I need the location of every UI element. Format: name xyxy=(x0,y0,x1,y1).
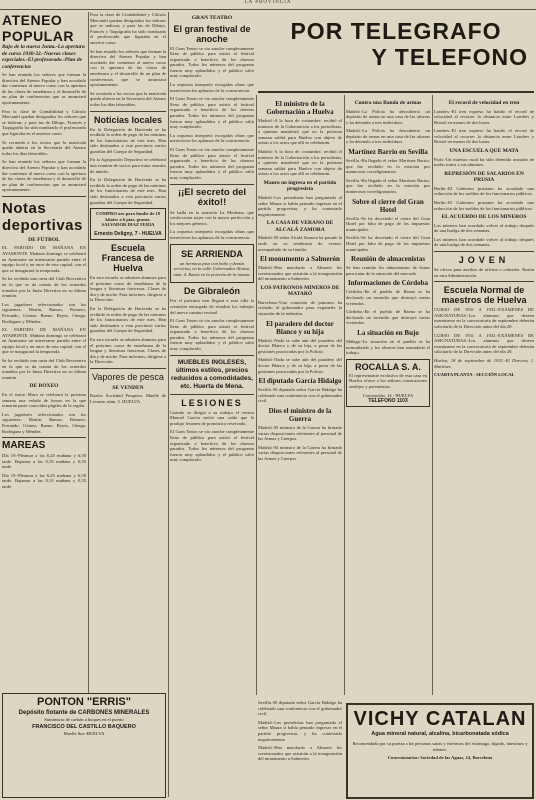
fishing-text: Razón: Sociedad Pesquera. Muelle de Levante, núm. 5. HUELVA. xyxy=(90,393,166,404)
rent-ad xyxy=(170,244,254,284)
column-rule xyxy=(256,95,257,695)
separator xyxy=(434,251,534,252)
injuries-text: El Gran Teatro se vio anoche completamente lleno de público para asistir al festival organizado a beneficio de los obreros parados. Todos los números del programa fueron muy aplaudidos y el público salió muy complacido. xyxy=(170,429,254,463)
news-text: Madrid.-Los periodistas han preguntado al señor Maura si había pensado ingresar en el partido progresista, y ha contestado negativamente. xyxy=(258,719,342,742)
news-text: Madrid.-Nada se sabe aún del paradero del doctor Blanco y de su hija, a pesar de las gestiones practicadas por la Policía. xyxy=(258,357,342,374)
news-text: Londres.-El tren expreso ha batido el record de velocidad al recorrer la distancia entre Londres y Bristol en menos de dos horas. xyxy=(434,108,534,125)
ad-line: Muelle Sur.-HUELVA xyxy=(63,730,105,736)
ateneo-text: Se recuerda a los socios que la matrícula queda abierta en la Secretaría del Ateneo todos los días laborables. xyxy=(90,90,166,107)
ponton-erris-ad xyxy=(2,693,166,798)
boxing-text: En el teatro Mora se celebrará la próxima semana una velada de boxeo en la que tomarán parte conocidos púgiles de la región. xyxy=(2,391,86,409)
news-text: Sevilla.-Ha llegado el señor Martínez Barrio, que fue recibido en la estación por numerosos correligionarios. xyxy=(346,177,430,195)
ateneo-text: Para la clase de Contabilidad y Cálculo Mercantil quedan designados los señores que se indican; y para las de Dibujo, Francés y Taquigrafía ha sido nombrado el profesorado que figuraba en el anterior curso. xyxy=(2,108,86,136)
gibraleon-headline: De Gibraleón xyxy=(183,286,240,297)
fishing-headline: Vapores de pesca xyxy=(92,371,164,382)
news-headline: LA CASA DE VERANO DE ALCALÁ ZAMORA xyxy=(266,220,334,233)
ad-title: ROCALLA S. A. xyxy=(355,361,421,372)
furniture-ad: MUEBLES INGLESES, últimos estilos, precios reducidos a comodidades, etc. Huerta de Mena. xyxy=(171,358,253,390)
ad-address: Concepción, 14 - HUELVA xyxy=(362,392,414,398)
theater-text: El Gran Teatro se vio anoche completamente lleno de público para asistir al festival organizado a beneficio de los obreros parados. Todos los números del programa fueron muy aplaudidos y el público salió muy complacido. xyxy=(170,96,254,130)
separator xyxy=(434,281,534,282)
news-headline: El paradero del doctor Blanco y su hija xyxy=(266,319,334,336)
normal-school-signature: Huelva, 18 de septiembre de 1931.-El Director, J. Martínez. xyxy=(434,357,534,369)
column-2 xyxy=(90,12,166,687)
news-text: Sevilla.-El diputado señor García Hidalgo ha celebrado una conferencia con el gobernador civil. xyxy=(258,387,342,404)
theater-text: La orquesta interpretó escogidas obras que merecieron los aplausos de la concurrencia. xyxy=(170,82,254,93)
news-text: Madrid.-El señor Alcalá Zamora ha pasado la tarde en su residencia de verano, acompañado de su familia. xyxy=(258,235,342,252)
news-headline: EL ACUERDO DE LOS MINEROS xyxy=(441,214,527,221)
news-headline: Dios el ministro de la Guerra xyxy=(268,407,332,423)
ad-line: Depósito flotante de CARBONES MINERALES xyxy=(18,710,150,716)
boxing-text: Los jugadores seleccionados son los siguientes: Martin, Ramos, Romero, Ferrando, Gómez, Bueno, Reyes, Ortega, Rodríguez y Méndez. xyxy=(2,411,86,434)
ateneo-headline: ATENEO POPULAR xyxy=(2,12,74,44)
tides-headline: MAREAS xyxy=(2,440,46,452)
news-text: Sevilla.-El diputado señor García Hidalgo ha celebrado una conferencia con el gobernador civil. xyxy=(258,700,342,717)
news-headline: LOS PATRONOS MINEROS DE MATARÓ xyxy=(260,284,340,298)
theater-label: GRAN TEATRO xyxy=(191,15,233,21)
separator xyxy=(90,111,166,112)
column-4-bottom xyxy=(258,700,342,796)
local-news-text: En la Delegación de Hacienda se ha recibido la orden de pago de las nóminas de los funcionarios de este mes. Han sido destinados a esta provincia varios guardias del Cuerpo de Seguridad. xyxy=(90,177,166,205)
news-headline: La situación en Bujo xyxy=(357,328,419,337)
normal-school-text: CURSO DE 1931 A 1932.-EXÁMENES DE ASIGNATURAS.-Los alumnos que deseen examinarse en la convocatoria de septiembre deberán solicitarlo de la Dirección antes del día 20. xyxy=(434,307,534,329)
fishing-subhead: SE VENDEN xyxy=(112,384,144,391)
separator xyxy=(170,355,254,356)
news-headline: El ministro de la Gobernación a Huelva xyxy=(266,100,334,116)
ateneo-text: Se han reunido los señores que forman la directiva del Ateneo Popular y han acordado dar comienzo al nuevo curso con la apertura de las clases de enseñanza y el desarrollo de un plan de conferencias que se anunciará oportunamente. xyxy=(2,72,86,105)
news-text: Sevilla.-Ha llegado el señor Martínez Barrio, que fue recibido en la estación por numerosos correligionarios. xyxy=(346,158,430,175)
sports-text: EL PARTIDO DE MAÑANA EN AYAMONTE. Mañana domingo se celebrará en Ayamonte un interesante partido entre el equipo local y un once de esta capital, con el que se inaugurará la temporada. xyxy=(2,245,86,273)
news-text: Málaga.-La situación en el pueblo se ha normalizado y los obreros han reanudado el trabajo. xyxy=(346,338,430,356)
sports-text: Se ha recibido una carta del Club Recreativo en la que se da cuenta de los acuerdos tomados por la Junta Directiva en su última reunión. xyxy=(2,276,86,299)
sports-subhead: DE FÚTBOL xyxy=(28,236,60,243)
news-text: Madrid.-Los periodistas han preguntado al señor Maura si había pensado ingresar en el partido progresista, y ha contestado negativamente. xyxy=(258,194,342,217)
gold-ad-address: Ernesto Deligny, 7 - HUELVA xyxy=(94,231,162,237)
news-headline: Reunión de almacenistas xyxy=(351,255,425,264)
local-news-headline: Noticias locales xyxy=(93,114,163,125)
injuries-text: Cuando se dirigía a su trabajo el vecino Manuel García sufrió una caída que le produjo lesiones de pronóstico reservado. xyxy=(170,409,254,426)
ad-text: El representante exclusivo de esta casa en Huelva ofrece a los señores constructores azulejos y pavimentos. xyxy=(349,372,427,389)
news-text: Madrid.-La Policía ha descubierto un depósito de armas en una casa de las afueras y ha detenido a tres individuos. xyxy=(346,128,430,145)
column-rule xyxy=(344,95,345,695)
telegraph-banner xyxy=(258,18,534,93)
vichy-title: VICHY CATALAN xyxy=(353,708,527,730)
school-text: En esta escuela se admiten alumnos para el próximo curso de enseñanza de la lengua y literatura francesas. Clases de día y de noche. Para informes, dirigirse a la Dirección. xyxy=(90,336,166,365)
sports-text: Se ha recibido una carta del Club Recreativo en la que se da cuenta de los acuerdos tomados por la Junta Directiva en su última reunión. xyxy=(2,358,86,380)
column-1 xyxy=(2,12,86,797)
column-rule xyxy=(432,95,433,695)
vichy-line: Recomendada por su pureza a las personas sanas y enfermos del estómago, hígado, intestinos y riñones. xyxy=(352,741,528,752)
injuries-headline: LESIONES xyxy=(181,397,243,408)
banner-line-1: POR TELEGRAFO xyxy=(290,18,502,44)
joven-headline: JOVEN xyxy=(458,255,510,265)
news-text: Los mineros han acordado volver al trabajo después de una huelga de dos semanas. xyxy=(434,236,534,248)
news-headline: REPRESIÓN DE SALARIOS EN PRUSIA xyxy=(444,170,524,184)
rent-headline: SE ARRIENDA xyxy=(181,248,243,259)
news-text: Madrid.-Nada se sabe aún del paradero del doctor Blanco y de su hija, a pesar de las gestiones practicadas por la Policía. xyxy=(258,337,342,354)
column-5 xyxy=(346,97,430,697)
school-text: En esta escuela se admiten alumnos para el próximo curso de enseñanza de la lengua y literatura francesas. Clases de día y de noche. Para informes, dirigirse a la Dirección. xyxy=(90,275,166,303)
ad-phone: TELEFONO 1103 xyxy=(368,398,408,405)
news-headline: UNA ESCUELA QUE MATA xyxy=(449,148,519,155)
news-text: Se han reunido los almacenistas de frutos para tratar de la situación del mercado. xyxy=(346,265,430,276)
ateneo-subtitle: Bajo de la nueva Junta.-La apertura de curso 1930-32.-Nuevas clases especiales.-El profesorado.-Plan de conferencias xyxy=(2,44,85,70)
sports-text: EL PARTIDO DE MAÑANA EN AYAMONTE. Mañana domingo se celebrará en Ayamonte un interesante partido entre el equipo local y un once de esta capital, con el que se inaugurará la temporada. xyxy=(2,327,86,355)
ad-line: FRANCISCO DEL CASTILLO BAQUERO xyxy=(32,723,136,730)
separator xyxy=(170,394,254,395)
news-text: Madrid.-Han marchado a Almería los comisionados que asistirán a la inauguración del monumento a Salmerón. xyxy=(258,265,342,282)
separator xyxy=(2,437,86,438)
ateneo-text: Se recuerda a los socios que la matrícula queda abierta en la Secretaría del Ateneo todos los días laborables. xyxy=(2,139,86,156)
tides-text: Día 19.-Pleamar a las 6,25 mañana y 6,50 tarde. Bajamar a las 0,10 mañana y 0,35 tarde. xyxy=(2,472,86,490)
news-headline: Mauro no ingresa en el partido progresista xyxy=(263,179,337,193)
news-text: Madrid.-El ministro de la Guerra ha firmado varias disposiciones referentes al personal de las Armas y Cuerpos. xyxy=(258,425,342,442)
news-text: Madrid.-A la hora de costumbre, recibió el ministro de la Gobernación a los periodistas, a quienes manifestó que en la próxima semana saldrá para Huelva con objeto de asistir a los actos que allí se celebrarán. xyxy=(258,148,342,177)
news-headline: El diputado García Hidalgo xyxy=(258,377,342,386)
news-text: Berlín.-El Gobierno prusiano ha acordado una reducción de los sueldos de los funcionarios públicos. xyxy=(434,199,534,211)
news-headline: El monumento a Salmerón xyxy=(260,255,340,264)
vichy-line: Agua mineral natural, alcalina, bicarbonatada sódica xyxy=(371,731,509,737)
success-text: La orquesta interpretó escogidas obras que merecieron los aplausos de la concurrencia. xyxy=(170,229,254,240)
news-text: Berlín.-El Gobierno prusiano ha acordado una reducción de los sueldos de los funcionarios públicos. xyxy=(434,185,534,197)
theater-text: La orquesta interpretó escogidas obras que merecieron los aplausos de la concurrencia. xyxy=(170,132,254,144)
news-text: Sevilla.-Se ha decretado el cierre del Gran Hotel por falta de pago de los impuestos municipales. xyxy=(346,215,430,232)
news-text: Barcelona.-Una comisión de patronos ha visitado al gobernador para exponerle la situación de la industria. xyxy=(258,299,342,317)
rent-text: un hermoso piso con baño y demás servicios, en la calle Gobernador Alonso, núm. 4. Razón en la portería de la misma. xyxy=(173,260,251,277)
banner-line-2: Y TELEFONO xyxy=(371,44,528,70)
news-text: Córdoba.-En el pueblo de Baena se ha declarado un incendio que destruyó varias viviendas. xyxy=(346,309,430,326)
local-news-text: En la Delegación de Hacienda se ha recibido la orden de pago de las nóminas de los funcionarios de este mes. Han sido destinados a esta provincia varios guardias del Cuerpo de Seguridad. xyxy=(90,126,166,154)
ad-line: Suministro de carbón a buques en el puerto xyxy=(44,717,124,722)
vichy-line: Concesionarios: Sociedad de las Aguas, 14, Barcelona xyxy=(387,755,493,761)
sports-headline: Notas deportivas xyxy=(2,199,83,234)
separator xyxy=(170,184,254,185)
news-text: Madrid.-La Policía ha descubierto un depósito de armas en una casa de las afueras y ha detenido a tres individuos. xyxy=(346,108,430,125)
theater-text: El Gran Teatro se vio anoche completamente lleno de público para asistir al festival organizado a beneficio de los obreros parados. Todos los números del programa fueron muy aplaudidos y el público salió muy complacido. xyxy=(170,147,254,180)
news-text: Sevilla.-Se ha decretado el cierre del Gran Hotel por falta de pago de los impuestos municipales. xyxy=(346,235,430,252)
normal-school-footer: CUARTA PLANTA - SECCIÓN LOCAL xyxy=(434,372,515,378)
theater-text: El Gran Teatro se vio anoche completamente lleno de público para asistir al festival organizado a beneficio de los obreros parados. Todos los números del programa fueron muy aplaudidos y el público salió muy complacido. xyxy=(170,45,254,79)
theater-headline: El gran festival de anoche xyxy=(173,23,251,44)
school-headline: Escuela Francesa de Huelva xyxy=(101,243,155,273)
column-rule xyxy=(88,12,89,797)
gold-ad xyxy=(90,208,166,240)
ad-title: PONTON "ERRIS" xyxy=(37,696,131,708)
normal-school-text: CURSO DE 1931 A 1932.-EXÁMENES DE ASIGNATURAS.-Los alumnos que deseen examinarse en la convocatoria de septiembre deberán solicitarlo de la Dirección antes del día 20. xyxy=(434,332,534,355)
news-headline: Contra una Banda de armas xyxy=(354,100,422,106)
column-3 xyxy=(170,12,254,797)
success-headline: ¡¡El secreto del éxito!! xyxy=(177,186,247,208)
news-text: París.-Un maestro rural ha sido detenido acusado de malos tratos a sus alumnos. xyxy=(434,156,534,168)
news-headline: Informaciones de Córdoba xyxy=(347,279,429,288)
running-title: LA PROVINCIA xyxy=(0,0,536,10)
gold-ad-text: COMPRO oro para fundir de 18 kilates a 6 ptas. gramo. SALVADOR DIAZ FERIA xyxy=(95,211,161,228)
news-text: Londres.-El tren expreso ha batido el record de velocidad al recorrer la distancia entre Londres y Bristol en menos de dos horas. xyxy=(434,128,534,145)
separator xyxy=(2,196,86,197)
news-text: Madrid.-Han marchado a Almería los comisionados que asistirán a la inauguración del monumento a Salmerón. xyxy=(258,745,342,762)
news-text: Los mineros han acordado volver al trabajo después de una huelga de dos semanas. xyxy=(434,222,534,234)
news-headline: Martínez Barrio en Sevilla xyxy=(348,148,428,157)
joven-text: Se ofrece para auxiliar de oficina o cobrador. Razón en esta Administración. xyxy=(434,267,534,278)
news-text: Madrid.-A la hora de costumbre, recibió el ministro de la Gobernación a los periodistas, a quienes manifestó que en la próxima semana saldrá para Huelva con objeto de asistir a los actos que allí se celebrarán. xyxy=(258,118,342,146)
ateneo-text: Se han reunido los señores que forman la directiva del Ateneo Popular y han acordado dar comienzo al nuevo curso con la apertura de las clases de enseñanza y el desarrollo de un plan de conferencias que se anunciará oportunamente. xyxy=(2,159,86,193)
boxing-subhead: DE BOXEO xyxy=(29,383,59,390)
success-text: Se halla en la sastrería La Moderna, que confecciona trajes con la mayor perfección y los mejores géneros. xyxy=(170,209,254,226)
column-rule xyxy=(168,12,169,797)
gibraleon-text: Por el próximo tren llegará a esta villa la comisión encargada de estudiar los trabajos del nuevo camino vecinal. xyxy=(170,298,254,315)
normal-school-headline: Escuela Normal de maestros de Huelva xyxy=(441,285,527,306)
separator xyxy=(90,368,166,369)
vichy-catalan-ad xyxy=(346,703,534,799)
rocalla-ad xyxy=(346,359,430,407)
news-headline: El record de velocidad en tren xyxy=(448,100,520,106)
column-6 xyxy=(434,97,534,697)
column-4 xyxy=(258,97,342,697)
news-text: Madrid.-El ministro de la Guerra ha firmado varias disposiciones referentes al personal de las Armas y Cuerpos. xyxy=(258,444,342,461)
ateneo-text: Para la clase de Contabilidad y Cálculo Mercantil quedan designados los señores que se indican; y para las de Dibujo, Francés y Taquigrafía ha sido nombrado el profesorado que figuraba en el anterior curso. xyxy=(90,12,166,45)
ateneo-text: Se han reunido los señores que forman la directiva del Ateneo Popular y han acordado dar comienzo al nuevo curso con la apertura de las clases de enseñanza y el desarrollo de un plan de conferencias que se anunciará oportunamente. xyxy=(90,48,166,88)
news-text: Córdoba.-En el pueblo de Baena se ha declarado un incendio que destruyó varias viviendas. xyxy=(346,289,430,306)
school-text: En la Delegación de Hacienda se ha recibido la orden de pago de las nóminas de los funcionarios de este mes. Han sido destinados a esta provincia varios guardias del Cuerpo de Seguridad. xyxy=(90,305,166,334)
news-headline: Sobre el cierre del Gran Hotel xyxy=(352,197,424,214)
sports-text: Los jugadores seleccionados son los siguientes: Martin, Ramos, Romero, Ferrando, Gómez, Bueno, Reyes, Ortega, Rodríguez y Méndez. xyxy=(2,301,86,324)
tides-text: Día 19.-Pleamar a las 6,25 mañana y 6,50 tarde. Bajamar a las 0,10 mañana y 0,35 tarde. xyxy=(2,453,86,470)
gibraleon-text: El Gran Teatro se vio anoche completamente lleno de público para asistir al festival organizado a beneficio de los obreros parados. Todos los números del programa fueron muy aplaudidos y el público salió muy complacido. xyxy=(170,318,254,352)
local-news-text: En la Agrupación Deportiva se celebrará una reunión de socios para tratar asuntos de interés. xyxy=(90,157,166,174)
